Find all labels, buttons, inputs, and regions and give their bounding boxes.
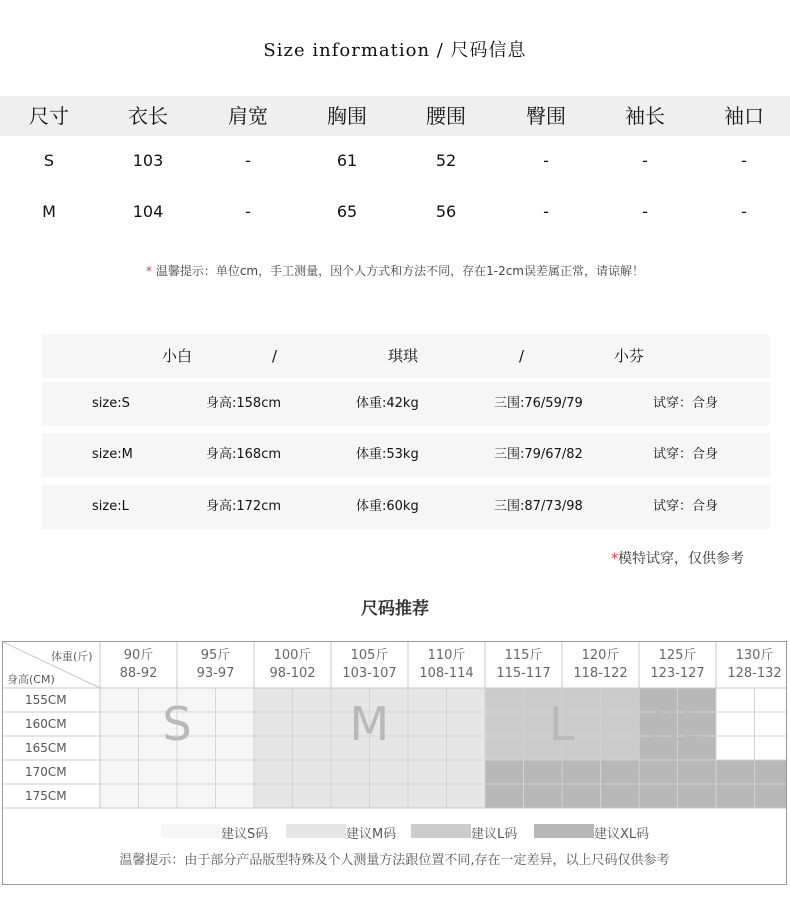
grid-cell-l (485, 712, 524, 736)
grid-cell-m (331, 784, 370, 808)
grid-cell-xl (485, 760, 524, 784)
grid-cell-- (716, 712, 755, 736)
cell-cuff: - (741, 202, 747, 221)
cell-length: 103 (132, 151, 164, 170)
grid-cell-s (139, 760, 178, 784)
grid-cell-s (216, 736, 255, 760)
model-separator: / (272, 347, 278, 365)
weight-header (177, 647, 254, 683)
note-star: * (611, 551, 618, 567)
weight-range: 108-114 (419, 666, 474, 681)
grid-cell-m (254, 712, 293, 736)
weight-header (562, 647, 639, 683)
grid-cell-xl (716, 760, 755, 784)
weight-jin: 90斤 (123, 648, 154, 663)
grid-cell-m (408, 688, 447, 712)
weight-header (716, 647, 790, 683)
legend-swatch-m (286, 824, 346, 838)
grid-cell-xl (678, 760, 717, 784)
cell-shoulder: - (245, 202, 251, 221)
grid-cell-l (601, 688, 640, 712)
grid-cell-m (293, 784, 332, 808)
grid-cell-xl (678, 784, 717, 808)
grid-cell-s (100, 712, 139, 736)
corner-weight-label: 体重(斤) (51, 650, 93, 663)
model-name-2: 琪琪 (388, 347, 419, 365)
weight-range: 88-92 (119, 666, 158, 681)
grid-cell-m (370, 760, 409, 784)
model-measurements: 三围:79/67/82 (494, 447, 583, 462)
legend-swatch-xl (534, 824, 594, 838)
grid-cell-l (601, 736, 640, 760)
size-region-label-xl: XL (649, 697, 707, 751)
model-weight: 体重:42kg (356, 396, 419, 411)
grid-cell-m (293, 688, 332, 712)
grid-cell-m (408, 712, 447, 736)
weight-header (485, 647, 562, 683)
grid-cell-m (408, 736, 447, 760)
model-name-1: 小白 (162, 347, 193, 365)
cell-hip: - (543, 202, 549, 221)
header-length: 衣长 (128, 104, 168, 128)
model-fit: 试穿：合身 (653, 447, 719, 462)
grid-cell-s (100, 784, 139, 808)
grid-cell-xl (755, 784, 787, 808)
grid-cell-xl (524, 784, 563, 808)
grid-cell-s (100, 688, 139, 712)
weight-range: 128-132 (727, 666, 782, 681)
model-size: size:L (92, 499, 129, 514)
weight-jin: 115斤 (504, 648, 543, 663)
model-row-s (42, 382, 770, 426)
model-height: 身高:158cm (206, 396, 282, 411)
weight-jin: 100斤 (273, 648, 312, 663)
header-sleeve: 袖长 (625, 104, 665, 128)
grid-cell-m (408, 760, 447, 784)
grid-cell-m (331, 760, 370, 784)
weight-range: 123-127 (650, 666, 705, 681)
corner-height-label: 身高(CM) (7, 673, 55, 686)
weight-range: 115-117 (496, 666, 551, 681)
model-weight: 体重:60kg (356, 499, 419, 514)
cell-size: M (42, 202, 56, 221)
model-row-m (42, 433, 770, 477)
weight-range: 98-102 (269, 666, 316, 681)
weight-header (254, 647, 331, 683)
grid-cell-xl (716, 784, 755, 808)
model-weight: 体重:53kg (356, 447, 419, 462)
cell-hip: - (543, 151, 549, 170)
grid-cell-xl (639, 784, 678, 808)
model-row-l (42, 485, 770, 529)
cell-waist: 56 (435, 202, 457, 221)
grid-cell-s (100, 736, 139, 760)
grid-cell-- (755, 712, 787, 736)
weight-jin: 130斤 (735, 648, 774, 663)
cell-chest: 61 (336, 151, 358, 170)
weight-range: 118-122 (573, 666, 628, 681)
grid-cell-- (755, 688, 787, 712)
grid-cell-m (254, 760, 293, 784)
grid-cell-m (447, 736, 486, 760)
recommend-tip: 温馨提示：由于部分产品版型特殊及个人测量方法跟位置不同,存在一定差异，以上尺码仅供参考 (119, 853, 670, 868)
weight-header (331, 647, 408, 683)
header-hip: 臀围 (526, 104, 566, 128)
cell-waist: 52 (435, 151, 457, 170)
grid-cell-m (447, 712, 486, 736)
grid-cell-xl (524, 760, 563, 784)
model-separator: / (519, 347, 525, 365)
weight-jin: 110斤 (427, 648, 466, 663)
height-label: 175CM (25, 789, 67, 803)
grid-cell-s (177, 784, 216, 808)
model-measurements: 三围:76/59/79 (494, 396, 583, 411)
cell-length: 104 (132, 202, 164, 221)
height-label: 155CM (25, 693, 67, 707)
model-note (611, 548, 744, 568)
grid-cell-s (216, 784, 255, 808)
model-fit: 试穿：合身 (653, 499, 719, 514)
grid-cell-xl (562, 760, 601, 784)
grid-cell-xl (562, 784, 601, 808)
grid-cell-- (716, 736, 755, 760)
cell-size: S (43, 151, 55, 170)
size-region-label-l: L (549, 697, 575, 751)
grid-cell-s (177, 760, 216, 784)
grid-cell-m (254, 736, 293, 760)
grid-cell-l (485, 688, 524, 712)
model-height: 身高:168cm (206, 447, 282, 462)
legend-label: 建议L码 (471, 827, 518, 842)
grid-cell-s (139, 784, 178, 808)
grid-cell-l (485, 736, 524, 760)
grid-cell-m (447, 760, 486, 784)
grid-cell-l (601, 712, 640, 736)
size-table-header (0, 96, 790, 136)
size-recommend-chart (2, 641, 787, 885)
weight-range: 103-107 (342, 666, 397, 681)
weight-jin: 105斤 (350, 648, 389, 663)
header-chest: 胸围 (327, 104, 367, 128)
recommend-title: 尺码推荐 (361, 599, 429, 619)
legend-label: 建议XL码 (594, 827, 650, 842)
cell-shoulder: - (245, 151, 251, 170)
size-region-label-m: M (349, 697, 390, 751)
height-label: 165CM (25, 741, 67, 755)
size-region-label-s: S (162, 697, 192, 751)
model-height: 身高:172cm (206, 499, 282, 514)
grid-cell-m (447, 688, 486, 712)
weight-jin: 95斤 (200, 648, 231, 663)
size-row-s (0, 146, 790, 176)
grid-cell-s (216, 760, 255, 784)
grid-cell-xl (601, 760, 640, 784)
measure-tip (0, 262, 790, 279)
legend-label: 建议M码 (346, 827, 397, 842)
legend-swatch-l (411, 824, 471, 838)
weight-range: 93-97 (196, 666, 235, 681)
height-label: 160CM (25, 717, 67, 731)
header-waist: 腰围 (426, 104, 466, 128)
grid-cell-m (447, 784, 486, 808)
header-size: 尺寸 (29, 104, 69, 128)
tip-star: * (146, 264, 152, 278)
legend-label: 建议S码 (221, 827, 269, 842)
model-measurements: 三围:87/73/98 (494, 499, 583, 514)
grid-cell-xl (601, 784, 640, 808)
model-header-row (42, 334, 770, 378)
grid-cell-xl (639, 760, 678, 784)
grid-cell-xl (485, 784, 524, 808)
note-text: 模特试穿，仅供参考 (618, 551, 744, 567)
model-fit: 试穿：合身 (653, 396, 719, 411)
weight-jin: 120斤 (581, 648, 620, 663)
tip-text: 温馨提示：单位cm，手工测量，因个人方式和方法不同，存在1-2cm误差属正常，请谅解！ (152, 264, 644, 278)
cell-sleeve: - (642, 202, 648, 221)
model-name-3: 小芬 (614, 347, 645, 365)
weight-header (408, 647, 485, 683)
grid-cell-s (216, 688, 255, 712)
weight-header (100, 647, 177, 683)
weight-jin: 125斤 (658, 648, 697, 663)
grid-cell-m (293, 760, 332, 784)
grid-cell-m (408, 784, 447, 808)
grid-cell-m (370, 784, 409, 808)
grid-cell-xl (755, 760, 787, 784)
cell-chest: 65 (336, 202, 358, 221)
model-size: size:S (92, 396, 130, 411)
cell-cuff: - (741, 151, 747, 170)
height-label: 170CM (25, 765, 67, 779)
grid-cell-m (254, 688, 293, 712)
weight-header (639, 647, 716, 683)
grid-cell-m (293, 712, 332, 736)
header-shoulder: 肩宽 (228, 104, 268, 128)
grid-cell-m (293, 736, 332, 760)
header-cuff: 袖口 (724, 104, 764, 128)
grid-cell-s (100, 760, 139, 784)
grid-cell-- (716, 688, 755, 712)
legend-swatch-s (161, 824, 221, 838)
page-title: Size information / 尺码信息 (263, 40, 527, 61)
size-row-m (0, 197, 790, 227)
grid-cell-m (254, 784, 293, 808)
grid-cell-- (755, 736, 787, 760)
cell-sleeve: - (642, 151, 648, 170)
grid-cell-s (216, 712, 255, 736)
model-size: size:M (92, 447, 133, 462)
